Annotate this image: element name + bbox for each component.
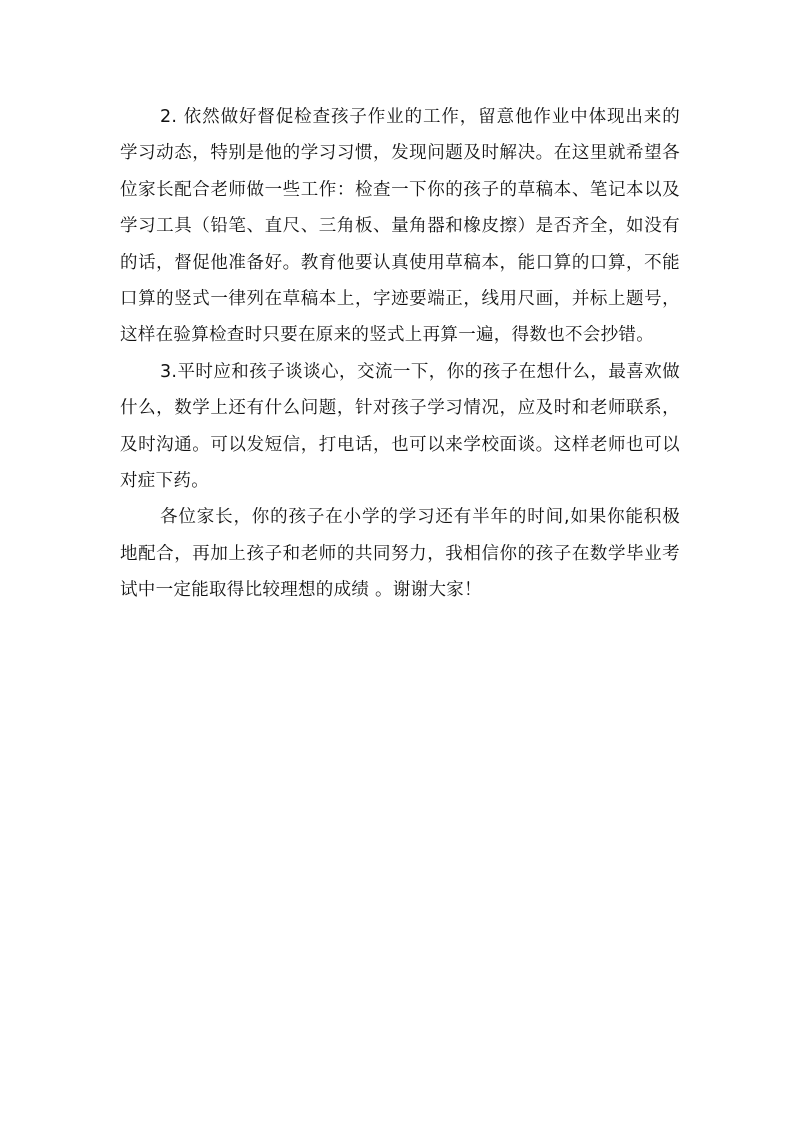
paragraph-closing-remarks: 各位家长，你的孩子在小学的学习还有半年的时间,如果你能积极地配合，再加上孩子和老师的共同努力，我相信你的孩子在数学毕业考试中一定能取得比较理想的成绩 。谢谢大家！ xyxy=(120,507,680,601)
document-body xyxy=(120,99,680,609)
paragraph-item-3-communication: 3.平时应和孩子谈谈心，交流一下，你的孩子在想什么，最喜欢做什么，数学上还有什么问题，针对孩子学习情况，应及时和老师联系，及时沟通。可以发短信，打电话，也可以来学校面谈。这样老师也可以对症下药。 xyxy=(120,361,680,492)
paragraph-item-2-homework: 2. 依然做好督促检查孩子作业的工作，留意他作业中体现出来的学习动态，特别是他的学习习惯，发现问题及时解决。在这里就希望各位家长配合老师做一些工作：检查一下你的孩子的草稿本、笔记本以及学习工具（铅笔、直尺、三角板、量角器和橡皮擦）是否齐全，如没有的话，督促他准备好。教育他要认真使用草稿本，能口算的口算，不能口算的竖式一律列在草稿本上，字迹要端正，线用尺画，并标上题号，这样在验算检查时只要在原来的竖式上再算一遍，得数也不会抄错。 xyxy=(120,107,680,346)
